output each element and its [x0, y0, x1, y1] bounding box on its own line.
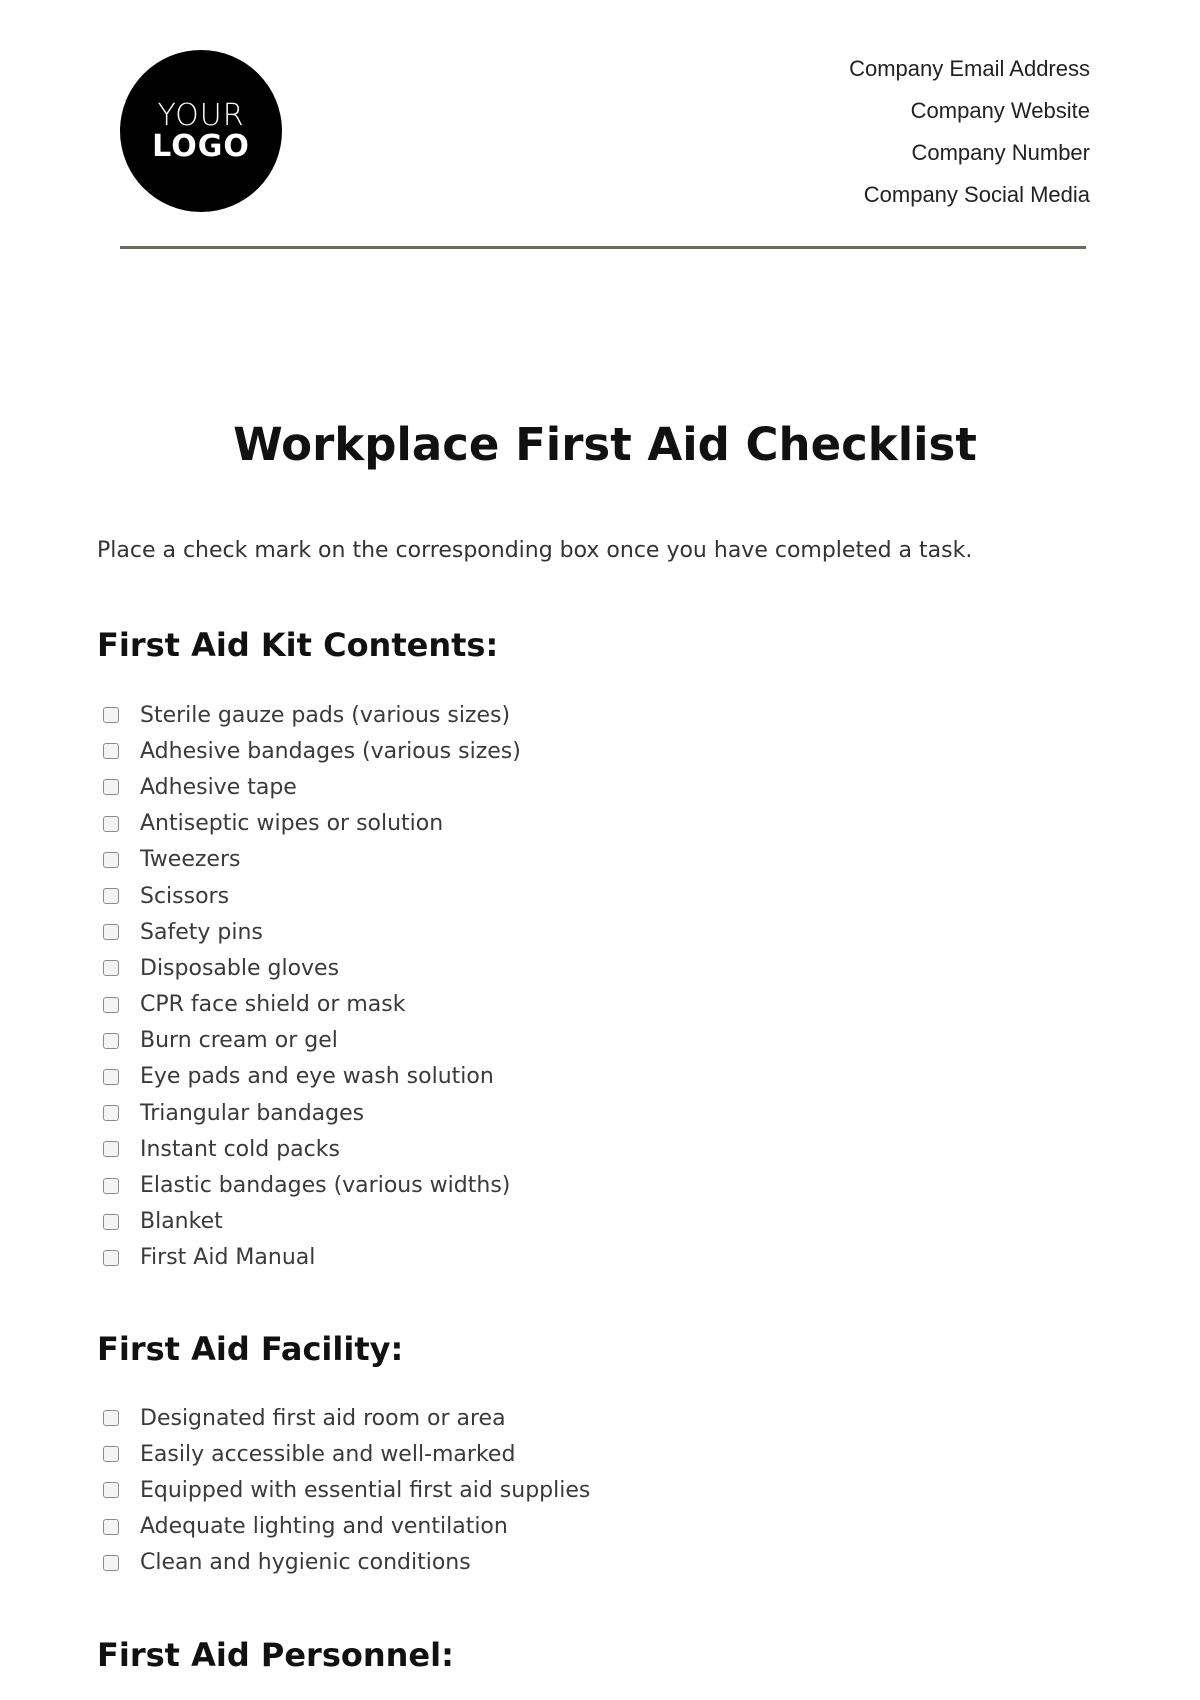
checkbox[interactable] [103, 1410, 119, 1426]
company-number: Company Number [911, 140, 1090, 165]
list-item [103, 914, 521, 950]
section-heading-kit-contents: First Aid Kit Contents: [97, 626, 499, 664]
list-item [103, 806, 521, 842]
checkbox[interactable] [103, 1446, 119, 1462]
list-item [103, 1509, 590, 1545]
list-item [103, 1131, 521, 1167]
item-label: Instant cold packs [140, 1136, 340, 1162]
list-item [103, 1240, 521, 1276]
item-label: Eye pads and eye wash solution [140, 1064, 494, 1090]
checkbox[interactable] [103, 1250, 119, 1266]
list-item [103, 769, 521, 805]
checkbox[interactable] [103, 960, 119, 976]
list-item [103, 1023, 521, 1059]
list-item [103, 1059, 521, 1095]
list-item [103, 1095, 521, 1131]
logo-line-2: LOGO [152, 129, 250, 164]
checklist-facility [103, 1400, 590, 1581]
logo-line-1: YOUR [157, 97, 245, 133]
company-email: Company Email Address [849, 56, 1090, 81]
section-heading-personnel: First Aid Personnel: [97, 1636, 454, 1674]
item-label: Designated first aid room or area [140, 1405, 506, 1431]
item-label: Sterile gauze pads (various sizes) [140, 702, 511, 728]
item-label: Antiseptic wipes or solution [140, 811, 444, 837]
list-item [103, 878, 521, 914]
list-item [103, 733, 521, 769]
checkbox[interactable] [103, 707, 119, 723]
list-item [103, 1400, 590, 1436]
checkbox[interactable] [103, 1214, 119, 1230]
company-social-media: Company Social Media [863, 182, 1090, 207]
checklist-kit-contents [103, 697, 521, 1276]
item-label: Adequate lighting and ventilation [140, 1514, 508, 1540]
company-website: Company Website [910, 98, 1090, 123]
item-label: Safety pins [140, 919, 263, 945]
item-label: First Aid Manual [140, 1245, 316, 1271]
list-item [103, 842, 521, 878]
checkbox[interactable] [103, 1555, 119, 1571]
item-label: Adhesive tape [140, 774, 297, 800]
list-item [103, 987, 521, 1023]
item-label: Scissors [140, 883, 230, 909]
checkbox[interactable] [103, 1033, 119, 1049]
company-logo [120, 50, 282, 212]
list-item [103, 1436, 590, 1472]
checkbox[interactable] [103, 997, 119, 1013]
list-item [103, 1204, 521, 1240]
checkbox[interactable] [103, 888, 119, 904]
page-title: Workplace First Aid Checklist [233, 418, 977, 471]
checkbox[interactable] [103, 1482, 119, 1498]
item-label: Equipped with essential first aid supplies [140, 1477, 591, 1503]
checkbox[interactable] [103, 816, 119, 832]
header-divider [120, 246, 1086, 249]
checkbox[interactable] [103, 924, 119, 940]
item-label: Easily accessible and well-marked [140, 1441, 516, 1467]
item-label: Clean and hygienic conditions [140, 1550, 471, 1576]
list-item [103, 1545, 590, 1581]
checkbox[interactable] [103, 1105, 119, 1121]
item-label: Tweezers [140, 847, 241, 873]
list-item [103, 697, 521, 733]
instructions-text: Place a check mark on the corresponding box once you have completed a task. [97, 538, 973, 563]
checkbox[interactable] [103, 1141, 119, 1157]
list-item [103, 1167, 521, 1203]
list-item [103, 1472, 590, 1508]
checkbox[interactable] [103, 1178, 119, 1194]
section-heading-facility: First Aid Facility: [97, 1330, 404, 1368]
checkbox[interactable] [103, 1069, 119, 1085]
list-item [103, 950, 521, 986]
item-label: Disposable gloves [140, 955, 340, 981]
item-label: Burn cream or gel [140, 1028, 338, 1054]
item-label: Elastic bandages (various widths) [140, 1173, 511, 1199]
item-label: Blanket [140, 1209, 223, 1235]
checkbox[interactable] [103, 1519, 119, 1535]
item-label: Adhesive bandages (various sizes) [140, 738, 521, 764]
item-label: CPR face shield or mask [140, 992, 406, 1018]
checkbox[interactable] [103, 743, 119, 759]
checkbox[interactable] [103, 852, 119, 868]
item-label: Triangular bandages [140, 1100, 365, 1126]
company-contact-block [849, 54, 1090, 222]
checkbox[interactable] [103, 779, 119, 795]
